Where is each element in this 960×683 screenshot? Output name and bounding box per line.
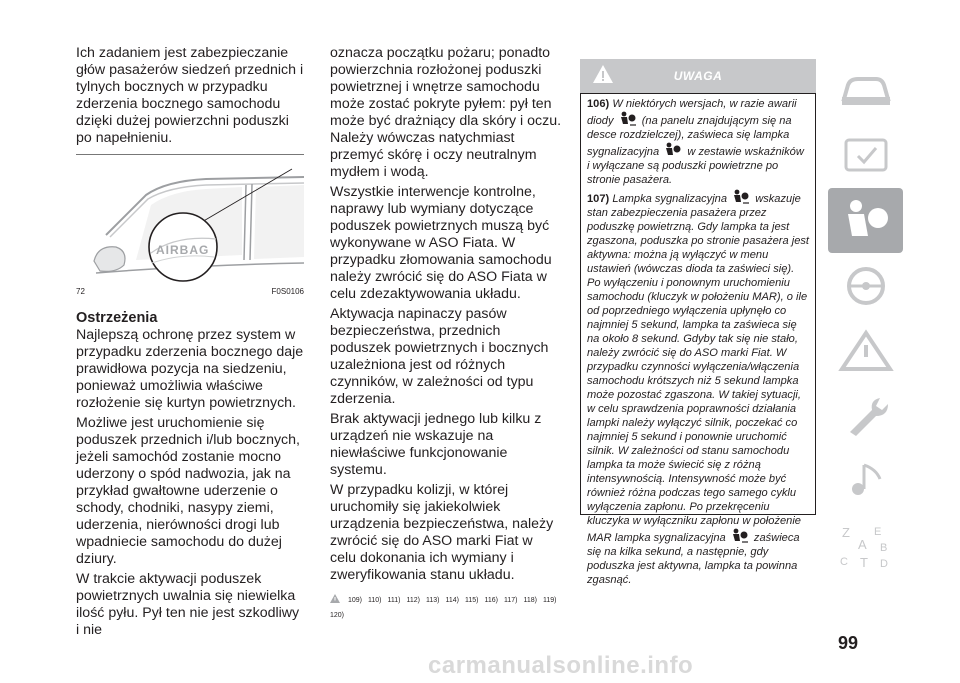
warning-triangle-icon (330, 594, 342, 609)
note-text: Lampka sygnalizacyjna (612, 193, 728, 205)
reference-number[interactable]: 119) (543, 597, 557, 604)
note-number: 107) (587, 193, 610, 205)
warning-note-107 (587, 189, 809, 587)
warning-box (580, 93, 816, 586)
index-letters-icon (836, 521, 896, 571)
note-text: (na panelu znajdującym się na desce rozdzielczej), zaświeca się lampka sygnalizacyjna (587, 115, 792, 158)
index-letter: Z (841, 524, 850, 540)
note-number: 106) (587, 98, 610, 110)
reference-number[interactable]: 117) (504, 597, 518, 604)
note-text: wskazuje stan zabezpieczenia pasażera przez poduszkę powietrzną. Gdy lampka ta jest zgaszona, poduszka po stronie pasażera jest aktywna: można ją wyłączyć w menu ustawień (wówczas dioda ta zaświeci się). Po wyłączeniu i ponownym uruchomieniu samochodu (kluczyk w położeniu MAR), o ile od poprzedniego wyłączenia upłynęło co najmniej 5 sekund, lampka ta zaświeca się na około 8 sekund. Gdyby tak się nie stało, należy zwrócić się do ASO marki Fiat. W przypadku czynności wyłączenia/włączenia samochodu krótszych niż 5 sekund lampka może pozostać zgaszona. W takiej sytuacji, w celu sprawdzenia poprawności działania lampki należy wyłączyć silnik, poczekać co najmniej 5 sekund i ponownie uruchomić silnik. W zależności od stanu samochodu lampka ta może świecić się z różną intensywnością. Intensywność może być również różna podczas tego samego cyklu wyłączenia zapłonu. Po przekręceniu kluczyka w wyłączniku zapłonu w położenie MAR lampka sygnalizacyjna (587, 193, 810, 544)
reference-number[interactable]: 109) (348, 597, 363, 604)
intro-paragraph: Ich zadaniem jest zabezpieczanie głów pasażerów siedzeń przednich i tylnych bocznych w przypadku zderzenia bocznego samochodu dzięki dużej powierzchni poduszki po napełnieniu. (76, 45, 304, 146)
reference-number[interactable]: 113) (426, 597, 440, 604)
paragraph: oznacza początku pożaru; ponadto powierzchnia rozłożonej poduszki powietrznej i wnętrze samochodu może zostać pokryte pyłem: pył ten może być drażniący dla skóry i oczu. Należy wówczas natychmiast przemyć skórę i oczy neutralnym mydłem i wodą. (330, 45, 562, 180)
car-side-illustration (76, 165, 304, 285)
tab-maintenance[interactable] (828, 383, 903, 448)
tab-index[interactable] (828, 513, 903, 578)
warning-references (330, 594, 562, 623)
figure-caption (76, 287, 304, 296)
section-title: Ostrzeżenia (76, 310, 158, 326)
paragraph: Aktywacja napinaczy pasów bezpieczeństwa, przednich poduszek powietrznych i bocznych uzależniona jest od różnych czynników, w zależności od typu zderzenia. (330, 306, 549, 407)
airbag-off-icon (732, 189, 750, 205)
reference-number[interactable]: 114) (445, 597, 459, 604)
paragraph: Najlepszą ochronę przez system w przypadku zderzenia bocznego daje prawidłowa pozycja na siedzeniu, ponieważ umożliwia właściwe rozłożenie się kurtyn powietrznych. (76, 327, 304, 411)
tab-emergency[interactable] (828, 318, 903, 383)
reference-number[interactable]: 115) (465, 597, 479, 604)
paragraph: Możliwe jest uruchomienie się poduszek przednich i/lub bocznych, jeżeli samochód zostanie mocno uderzony o spód nadwozia, jak na przykład gwałtowne uderzenie o schody, chodniki, nasypy ziemi, uderzenia, nierówności drogi lub wpadniecie samochodu do dużej dziury. (76, 415, 300, 567)
airbag-warning-light-icon (664, 142, 682, 158)
multimedia-icon (836, 459, 896, 503)
index-letter: T (859, 554, 868, 570)
reference-number[interactable]: 111) (387, 597, 401, 604)
note-text: W niektórych wersjach, w razie awarii diody (587, 98, 797, 127)
steering-icon (836, 264, 896, 308)
divider (76, 154, 304, 155)
watermark: carmanualsonline.info (428, 652, 694, 679)
tab-safety[interactable] (828, 188, 903, 253)
airbag-off-icon (619, 111, 637, 127)
column-middle (330, 45, 562, 623)
reference-number[interactable]: 112) (406, 597, 420, 604)
tab-multimedia[interactable] (828, 448, 903, 513)
airbag-passenger-icon (836, 196, 896, 246)
paragraph: W przypadku kolizji, w której uruchomiły się jakiekolwiek urządzenia bezpieczeństwa, należy zwrócić się do ASO marki Fiat w celu dokonania ich wymiany i zweryfikowania stanu układu. (330, 482, 554, 583)
airbag-badge: AIRBAG (156, 243, 210, 257)
index-letter: B (879, 541, 887, 554)
airbag-off-icon (731, 528, 749, 544)
wrench-icon (836, 394, 896, 438)
reference-number[interactable]: 120) (330, 612, 345, 619)
figure-number: 72 (76, 287, 85, 296)
reference-number[interactable]: 118) (523, 597, 537, 604)
index-letter: D (879, 557, 888, 570)
warning-header (580, 59, 816, 93)
index-letter: C (839, 555, 848, 568)
index-letter: E (873, 525, 881, 538)
figure-code: F0S0106 (271, 287, 304, 296)
note-text: w zestawie wskaźników i wyłączane są poduszki powietrzne po stronie pasażera. (587, 146, 804, 186)
car-icon (836, 69, 896, 113)
paragraph: W trakcie aktywacji poduszek powietrznych uwalnia się niewielka ilość pyłu. Pył ten nie jest szkodliwy i nie (76, 571, 300, 638)
index-letter: A (857, 536, 867, 552)
reference-number[interactable]: 110) (368, 597, 382, 604)
column-left (76, 45, 304, 642)
chapter-sidebar (828, 58, 903, 578)
warning-title: UWAGA (673, 69, 723, 83)
paragraph: Wszystkie interwencje kontrolne, naprawy lub wymiany dotyczące poduszek powietrznych muszą być wykonywane w ASO Fiata. W przypadku złomowania samochodu należy zwrócić się do ASO Fiata w celu zdezaktywowania układu. (330, 184, 552, 302)
tab-car[interactable] (828, 58, 903, 123)
warning-note-106 (587, 97, 809, 187)
dashboard-icon (836, 134, 896, 178)
tab-starting[interactable] (828, 253, 903, 318)
page-number: 99 (838, 633, 859, 653)
airbag-figure (76, 165, 304, 285)
reference-number[interactable]: 116) (484, 597, 498, 604)
tab-dashboard[interactable] (828, 123, 903, 188)
paragraph: Brak aktywacji jednego lub kilku z urządzeń nie wskazuje na niewłaściwe funkcjonowanie systemu. (330, 411, 542, 478)
note-text: zaświeca się na kilka sekund, a następnie, gdy poduszka jest aktywna, lampka ta powinna zgasnąć. (587, 532, 800, 586)
warning-panel (580, 45, 816, 586)
breakdown-icon (836, 329, 896, 373)
